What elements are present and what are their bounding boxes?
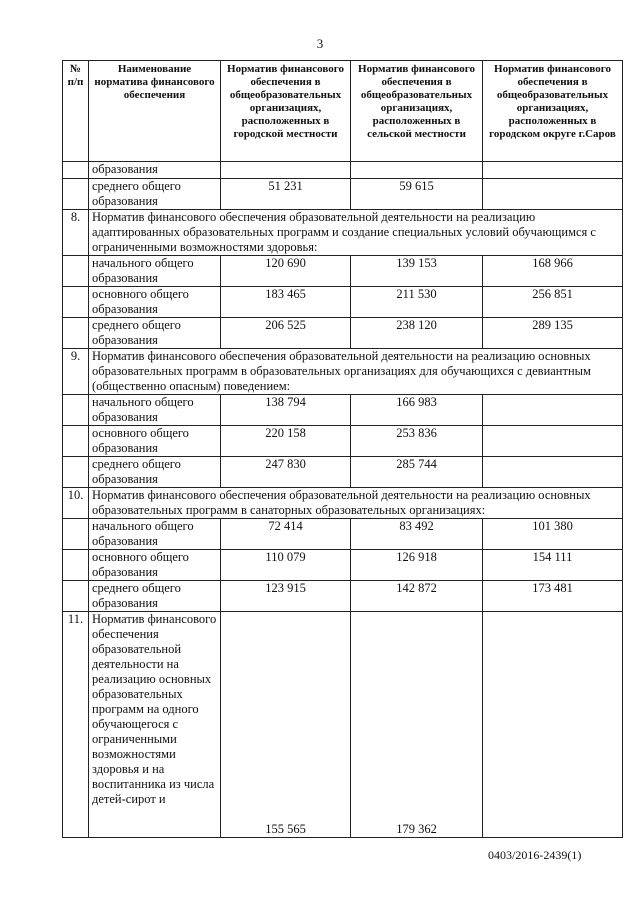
value-sarov [483, 457, 623, 488]
section-num: 8. [63, 210, 89, 256]
level-label: основного общего образования [89, 550, 221, 581]
value-sarov: 101 380 [483, 519, 623, 550]
value-urban: 138 794 [221, 395, 351, 426]
section-title: Норматив финансового обеспечения образовательной деятельности на реализацию адаптированных образовательных программ и создание специальных условий обучающимся с ограниченными возможностями здоровья: [89, 210, 623, 256]
level-label: среднего общего образования [89, 179, 221, 210]
page-number: 3 [316, 36, 324, 51]
section-title-row [63, 488, 623, 519]
value-urban: 120 690 [221, 256, 351, 287]
section-num: 10. [63, 488, 89, 519]
value-rural: 238 120 [351, 318, 483, 349]
level-label: начального общего образования [89, 256, 221, 287]
level-label: среднего общего образования [89, 457, 221, 488]
value-sarov: 256 851 [483, 287, 623, 318]
value-sarov [483, 395, 623, 426]
value-urban: 206 525 [221, 318, 351, 349]
value-rural: 126 918 [351, 550, 483, 581]
header-urban: Норматив финансового обеспечения в общеобразовательных организациях, расположенных в городской местности [221, 61, 351, 162]
table-row [63, 179, 623, 210]
table-header-row [63, 61, 623, 162]
header-sarov: Норматив финансового обеспечения в общеобразовательных организациях, расположенных в городском округе г.Саров [483, 61, 623, 162]
table-row [63, 426, 623, 457]
table-row [63, 287, 623, 318]
table-row [63, 395, 623, 426]
value-rural: 211 530 [351, 287, 483, 318]
value-sarov [483, 426, 623, 457]
value-sarov [483, 179, 623, 210]
value-sarov [483, 612, 623, 838]
value-sarov: 168 966 [483, 256, 623, 287]
norms-table [62, 60, 623, 838]
value-rural: 166 983 [351, 395, 483, 426]
table-row [63, 519, 623, 550]
table-row [63, 162, 623, 179]
level-label: среднего общего образования [89, 318, 221, 349]
section-num: 9. [63, 349, 89, 395]
section-title-row [63, 210, 623, 256]
table-row [63, 256, 623, 287]
section-title: Норматив финансового обеспечения образовательной деятельности на реализацию основных образовательных программ в образовательных организациях для обучающихся с девиантным (общественно опасным) поведением: [89, 349, 623, 395]
level-label: начального общего образования [89, 519, 221, 550]
header-rural: Норматив финансового обеспечения в общеобразовательных организациях, расположенных в сельской местности [351, 61, 483, 162]
value-urban: 51 231 [221, 179, 351, 210]
document-code: 0403/2016-2439(1) [488, 848, 582, 862]
level-label: образования [89, 162, 221, 179]
table-row [63, 581, 623, 612]
value-sarov: 173 481 [483, 581, 623, 612]
value-urban: 155 565 [221, 612, 351, 838]
value-urban: 247 830 [221, 457, 351, 488]
value-rural: 59 615 [351, 179, 483, 210]
value-rural: 83 492 [351, 519, 483, 550]
level-label: начального общего образования [89, 395, 221, 426]
value-urban: 72 414 [221, 519, 351, 550]
table-row [63, 550, 623, 581]
header-name: Наименование норматива финансового обеспечения [89, 61, 221, 162]
value-rural: 142 872 [351, 581, 483, 612]
level-label: основного общего образования [89, 426, 221, 457]
value-rural: 179 362 [351, 612, 483, 838]
value-sarov: 289 135 [483, 318, 623, 349]
section-num: 11. [63, 612, 89, 838]
value-urban: 110 079 [221, 550, 351, 581]
table-row [63, 612, 623, 838]
header-num: № п/п [63, 61, 89, 162]
value-sarov: 154 111 [483, 550, 623, 581]
value-rural: 139 153 [351, 256, 483, 287]
level-label: основного общего образования [89, 287, 221, 318]
section-title-row [63, 349, 623, 395]
row-num [63, 162, 89, 179]
value-urban: 183 465 [221, 287, 351, 318]
value-urban: 123 915 [221, 581, 351, 612]
section-title: Норматив финансового обеспечения образовательной деятельности на реализацию основных образовательных программ на одного обучающегося с ограниченными возможностями здоровья и на воспитанника из числа детей-сирот и [89, 612, 221, 838]
value-urban: 220 158 [221, 426, 351, 457]
table-row [63, 318, 623, 349]
section-title: Норматив финансового обеспечения образовательной деятельности на реализацию основных образовательных программ в санаторных образовательных организациях: [89, 488, 623, 519]
value-rural: 285 744 [351, 457, 483, 488]
table-row [63, 457, 623, 488]
value-rural: 253 836 [351, 426, 483, 457]
level-label: среднего общего образования [89, 581, 221, 612]
